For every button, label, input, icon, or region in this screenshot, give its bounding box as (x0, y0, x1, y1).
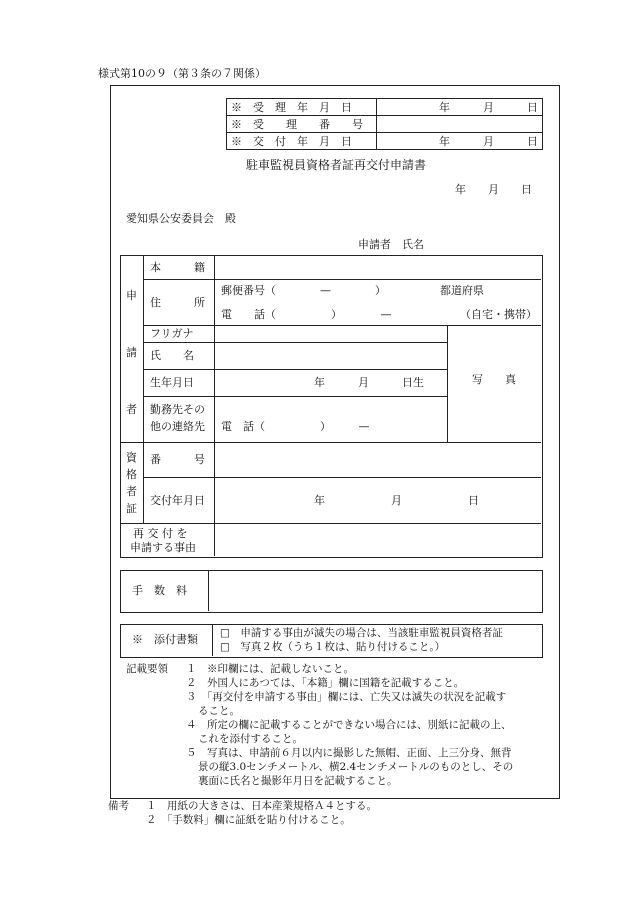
note-line: これを添付すること。 (198, 733, 303, 745)
note-line: １ ※印欄には、記載しないこと。 (186, 663, 354, 675)
notes-heading: 記載要領 (126, 663, 168, 675)
attachment-item-2[interactable]: □ 写真２枚（うち１枚は、貼り付けること。） (220, 641, 446, 653)
postal-code-field[interactable]: 郵便番号（ — ） (221, 284, 386, 297)
name-field[interactable] (215, 343, 446, 368)
fee-label: 手 数 料 (132, 584, 187, 597)
birthdate-label: 生年月日 (150, 376, 194, 389)
phone-type-label: （自宅・携帯） (460, 308, 537, 321)
attachments-label: ※ 添付書類 (132, 633, 198, 646)
remark-line: １ 用紙の大きさは、日本産業規格Ａ４とする。 (146, 800, 377, 812)
cert-issue-date-field[interactable]: 年 月 日 (314, 494, 479, 507)
honseki-field[interactable] (215, 256, 540, 278)
office-value-1[interactable]: 年 月 日 (377, 99, 543, 116)
workplace-label-line1: 勤務先その (150, 403, 205, 416)
office-label-3: ※ 交 付 年 月 日 (227, 133, 377, 150)
birthdate-field[interactable]: 年 月 日生 (314, 376, 424, 389)
note-line: ２ 外国人にあつては、「本籍」欄に国籍を記載すること。 (186, 677, 465, 689)
phone-field[interactable]: 電 話（ ） — (221, 308, 392, 321)
remark-line: ２ 「手数料」欄に証紙を貼り付けること。 (146, 814, 351, 826)
application-date[interactable]: 年 月 日 (455, 183, 532, 196)
cert-number-field[interactable] (215, 443, 540, 476)
photo-area-label: 写 真 (472, 373, 516, 386)
attachment-item-1[interactable]: □ 申請する事由が滅失の場合は、当該駐車監視員資格者証 (220, 627, 503, 639)
office-value-3[interactable]: 年 月 日 (377, 133, 543, 150)
cert-side-label-3: 者 (126, 485, 137, 498)
applicant-name-label: 申請者 氏名 (358, 238, 424, 251)
office-use-box (226, 98, 543, 150)
note-line: ３ 「再交付を申請する事由」欄には、亡失又は滅失の状況を記載す (186, 691, 507, 703)
note-line: 景の縦3.0センチメートル、横2.4センチメートルのものとし、その (198, 761, 514, 773)
furigana-field[interactable] (215, 326, 446, 341)
workplace-label-line2: 他の連絡先 (150, 420, 205, 433)
cert-issue-date-label: 交付年月日 (150, 494, 205, 507)
honseki-label: 本 籍 (150, 261, 205, 274)
reason-label-line1: 再 交 付 を (133, 527, 188, 540)
prefecture-label: 都道府県 (440, 284, 484, 297)
side-label-shin: 申 (126, 289, 137, 302)
office-value-2[interactable] (377, 116, 543, 133)
side-label-sha: 者 (126, 403, 137, 416)
cert-side-label-4: 証 (126, 502, 137, 515)
note-line: 裏面に氏名と撮影年月日を記載すること。 (198, 775, 398, 787)
work-phone-field[interactable]: 電 話（ ） — (221, 420, 370, 433)
form-title: 駐車監視員資格者証再交付申請書 (246, 158, 427, 172)
office-label-2: ※ 受 理 番 号 (227, 116, 377, 133)
cert-number-label: 番 号 (150, 453, 205, 466)
cert-side-label-1: 資 (126, 451, 137, 464)
office-label-1: ※ 受 理 年 月 日 (227, 99, 377, 116)
remarks-heading: 備考 (108, 800, 129, 812)
note-line: ５ 写真は、申請前６月以内に撮影した無帽、正面、上三分身、無背 (186, 747, 512, 759)
note-line: ４ 所定の欄に記載することができない場合には、別紙に記載の上、 (186, 719, 512, 731)
fee-stamp-field[interactable] (209, 571, 540, 610)
address-label: 住 所 (150, 296, 205, 309)
side-label-sei: 請 (126, 346, 137, 359)
furigana-label: フリガナ (150, 327, 194, 340)
reason-label-line2: 申請する事由 (130, 541, 196, 554)
reason-field[interactable] (215, 524, 540, 555)
addressee: 愛知県公安委員会 殿 (126, 212, 236, 225)
note-line: ること。 (198, 705, 240, 717)
form-number: 様式第10の９（第３条の７関係） (98, 67, 266, 80)
cert-side-label-2: 格 (126, 468, 137, 481)
name-label: 氏 名 (150, 349, 194, 362)
